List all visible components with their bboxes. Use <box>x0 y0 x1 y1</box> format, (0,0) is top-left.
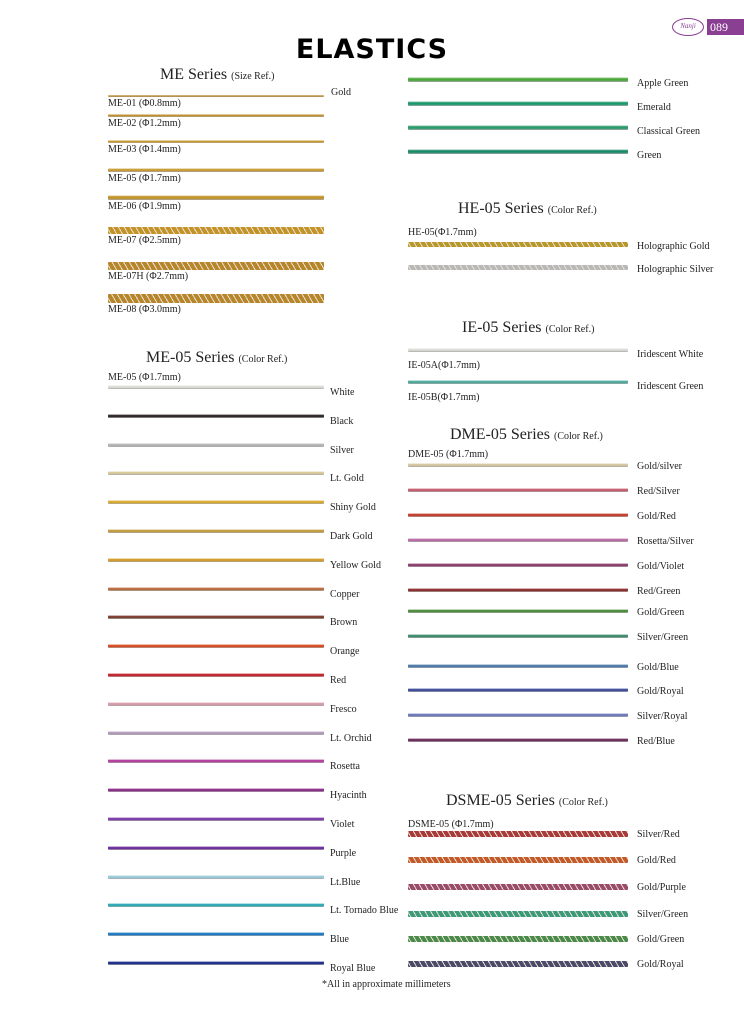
me-cord-2 <box>108 114 324 117</box>
me-cord-4 <box>108 168 324 172</box>
dme05-cord-7 <box>408 609 628 613</box>
footnote: *All in approximate millimeters <box>322 979 451 990</box>
me05-cord-18 <box>108 875 324 879</box>
me-series-title <box>160 66 274 84</box>
he05-cord-1 <box>408 242 628 247</box>
me05-color-label-12: Fresco <box>330 703 357 715</box>
me-size-label-1: ME-01 (Φ0.8mm) <box>108 98 181 109</box>
he05-size-label: HE-05(Φ1.7mm) <box>408 227 477 238</box>
ie05-series-title <box>462 319 594 337</box>
dme05-size-label: DME-05 (Φ1.7mm) <box>408 449 489 460</box>
dme05-color-label-5: Gold/Violet <box>637 561 685 572</box>
me05-color-label-6: Dark Gold <box>330 531 373 542</box>
dsme05-color-label-5: Gold/Green <box>637 934 685 945</box>
me05-color-label-4: Lt. Gold <box>330 473 364 485</box>
dme05-series-ref: (Color Ref.) <box>553 431 603 442</box>
green-cord-3 <box>408 125 628 130</box>
dsme05-cord-2 <box>408 857 628 863</box>
dme05-color-label-11: Silver/Royal <box>637 711 688 722</box>
dme05-color-label-8: Silver/Green <box>637 632 689 643</box>
me05-color-label-18: Lt.Blue <box>330 876 361 888</box>
dme05-cord-9 <box>408 664 628 668</box>
me05-cord-2 <box>108 414 324 418</box>
dsme05-series-name: DSME-05 Series <box>446 792 555 809</box>
me05-cord-15 <box>108 788 324 792</box>
me05-cord-21 <box>108 961 324 965</box>
ie05-size-label-2: IE-05B(Φ1.7mm) <box>408 392 480 403</box>
me-cord-3 <box>108 140 324 143</box>
dsme05-color-label-3: Gold/Purple <box>637 882 686 893</box>
dme05-color-label-2: Red/Silver <box>637 486 680 497</box>
brand-logo-icon: Nanji <box>672 18 704 36</box>
green-color-label-4: Green <box>637 150 662 161</box>
me05-cord-8 <box>108 587 324 591</box>
dsme05-cord-4 <box>408 911 628 917</box>
me05-cord-12 <box>108 702 324 706</box>
me05-color-label-16: Violet <box>330 819 355 830</box>
me05-color-label-1: White <box>330 387 355 398</box>
me05-color-label-3: Silver <box>330 444 354 456</box>
me05-color-label-15: Hyacinth <box>330 790 367 802</box>
dsme05-series-title <box>446 792 608 810</box>
dme05-color-label-12: Red/Blue <box>637 736 675 747</box>
me05-cord-5 <box>108 500 324 504</box>
me05-cord-6 <box>108 529 324 533</box>
me05-color-label-19: Lt. Tornado Blue <box>330 905 399 917</box>
dsme05-cord-5 <box>408 936 628 942</box>
green-cord-1 <box>408 77 628 82</box>
ie05-cord-2 <box>408 380 628 384</box>
dme05-cord-8 <box>408 634 628 638</box>
dme05-cord-3 <box>408 513 628 517</box>
dme05-cord-2 <box>408 488 628 492</box>
he05-color-label-2: Holographic Silver <box>637 264 714 275</box>
ie05-series-name: IE-05 Series <box>462 319 542 336</box>
me-size-label-2: ME-02 (Φ1.2mm) <box>108 118 181 129</box>
ie05-color-label-1: Iridescent White <box>637 349 704 360</box>
me05-color-label-20: Blue <box>330 934 349 946</box>
me05-color-label-14: Rosetta <box>330 761 360 773</box>
me05-cord-7 <box>108 558 324 562</box>
me05-color-label-9: Brown <box>330 617 358 629</box>
me05-cord-16 <box>108 817 324 821</box>
me05-cord-11 <box>108 673 324 677</box>
dme05-cord-11 <box>408 713 628 717</box>
me05-cord-13 <box>108 731 324 735</box>
dsme05-cord-6 <box>408 961 628 967</box>
dme05-cord-4 <box>408 538 628 542</box>
me05-color-label-13: Lt. Orchid <box>330 732 372 744</box>
dme05-color-label-7: Gold/Green <box>637 607 685 618</box>
me-cord-8 <box>108 294 324 303</box>
ie05-series-ref: (Color Ref.) <box>545 324 595 335</box>
ie05-size-label-1: IE-05A(Φ1.7mm) <box>408 360 481 371</box>
dme05-cord-1 <box>408 463 628 467</box>
dme05-cord-10 <box>408 688 628 692</box>
me05-cord-19 <box>108 903 324 907</box>
ie05-cord-1 <box>408 348 628 352</box>
me-series-name: ME Series <box>160 66 228 83</box>
me-cord-1 <box>108 95 324 97</box>
dsme05-color-label-1: Silver/Red <box>637 829 680 840</box>
green-color-label-3: Classical Green <box>637 126 701 137</box>
me05-series-title <box>146 349 287 367</box>
dme05-color-label-6: Red/Green <box>637 586 681 597</box>
me-cord-7 <box>108 262 324 270</box>
dme05-color-label-1: Gold/silver <box>637 461 682 472</box>
dme05-color-label-3: Gold/Red <box>637 511 676 522</box>
me05-color-label-11: Red <box>330 675 347 686</box>
me-size-label-4: ME-05 (Φ1.7mm) <box>108 173 181 184</box>
me05-size-label: ME-05 (Φ1.7mm) <box>108 372 181 383</box>
me-size-label-6: ME-07 (Φ2.5mm) <box>108 235 181 246</box>
dme05-color-label-9: Gold/Blue <box>637 662 679 673</box>
me05-cord-17 <box>108 846 324 850</box>
dme05-series-title <box>450 426 603 444</box>
me05-cord-9 <box>108 615 324 619</box>
me-size-label-3: ME-03 (Φ1.4mm) <box>108 144 181 155</box>
ie05-color-label-2: Iridescent Green <box>637 381 704 392</box>
green-color-label-1: Apple Green <box>637 78 689 89</box>
me05-color-label-7: Yellow Gold <box>330 559 381 571</box>
me05-color-label-21: Royal Blue <box>330 963 376 974</box>
page-number: 089 <box>707 19 744 35</box>
dsme05-size-label: DSME-05 (Φ1.7mm) <box>408 819 494 830</box>
me-series-color-label: Gold <box>331 87 351 98</box>
me05-cord-4 <box>108 471 324 475</box>
he05-series-ref: (Color Ref.) <box>547 205 597 216</box>
green-cord-2 <box>408 101 628 106</box>
me05-series-ref: (Color Ref.) <box>238 354 288 365</box>
me05-cord-10 <box>108 644 324 648</box>
dsme05-cord-3 <box>408 884 628 890</box>
me05-color-label-17: Purple <box>330 847 357 859</box>
dme05-cord-6 <box>408 588 628 592</box>
dme05-color-label-10: Gold/Royal <box>637 686 684 697</box>
he05-series-name: HE-05 Series <box>458 200 544 217</box>
he05-series-title <box>458 200 597 218</box>
page-badge <box>672 19 744 35</box>
green-cord-4 <box>408 149 628 154</box>
me05-color-label-5: Shiny Gold <box>330 502 376 514</box>
me-cord-5 <box>108 195 324 200</box>
me05-cord-14 <box>108 759 324 763</box>
dme05-cord-12 <box>408 738 628 742</box>
dsme05-series-ref: (Color Ref.) <box>558 797 608 808</box>
me-size-label-5: ME-06 (Φ1.9mm) <box>108 201 181 212</box>
me-size-label-7: ME-07H (Φ2.7mm) <box>108 271 189 282</box>
dsme05-color-label-2: Gold/Red <box>637 855 676 866</box>
me-series-ref: (Size Ref.) <box>231 71 275 82</box>
me05-color-label-2: Black <box>330 415 354 427</box>
dme05-cord-5 <box>408 563 628 567</box>
page-title: ELASTICS <box>295 34 449 65</box>
dsme05-color-label-6: Gold/Royal <box>637 959 684 970</box>
me05-cord-20 <box>108 932 324 936</box>
dsme05-color-label-4: Silver/Green <box>637 909 689 920</box>
me05-cord-1 <box>108 385 324 389</box>
he05-cord-2 <box>408 265 628 270</box>
me-size-label-8: ME-08 (Φ3.0mm) <box>108 304 181 315</box>
me05-series-name: ME-05 Series <box>146 349 235 366</box>
dme05-series-name: DME-05 Series <box>450 426 550 443</box>
he05-color-label-1: Holographic Gold <box>637 241 710 252</box>
me05-color-label-10: Orange <box>330 646 360 658</box>
dsme05-cord-1 <box>408 831 628 837</box>
me05-color-label-8: Copper <box>330 588 360 600</box>
green-color-label-2: Emerald <box>637 102 671 113</box>
me-cord-6 <box>108 227 324 234</box>
dme05-color-label-4: Rosetta/Silver <box>637 536 694 547</box>
me05-cord-3 <box>108 443 324 447</box>
